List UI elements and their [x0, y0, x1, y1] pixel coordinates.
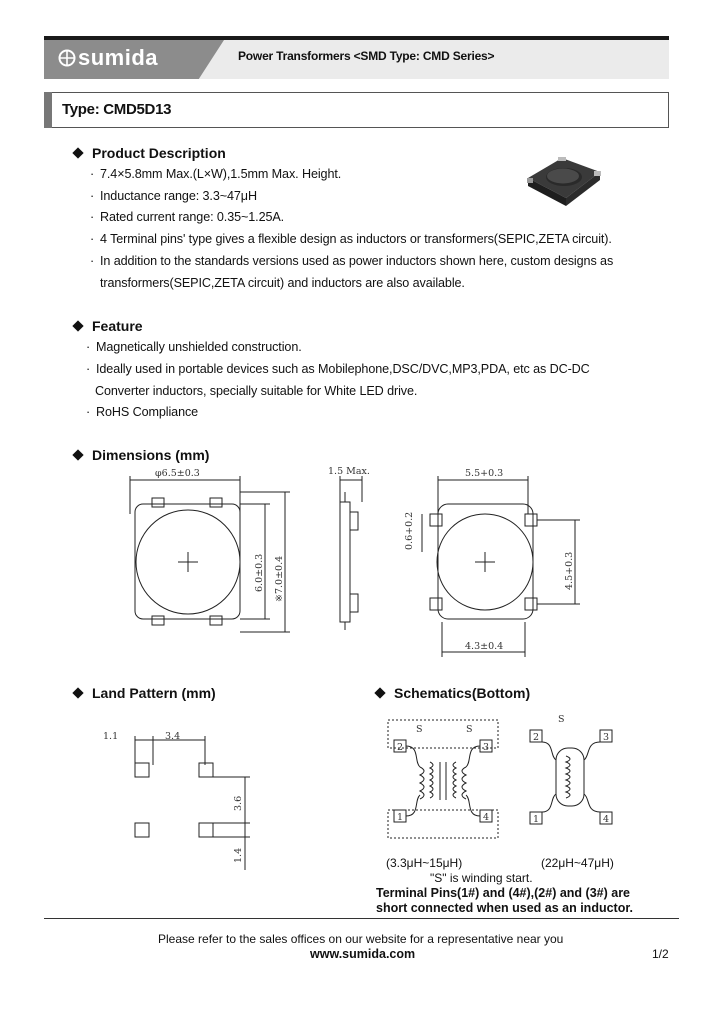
dim-pin-span: 4.5+0.3: [564, 551, 575, 590]
land-dim-b: 3.4: [165, 731, 181, 742]
schematic-caption-right: (22μH~47μH): [541, 856, 614, 870]
schem-s-label: S: [416, 724, 423, 735]
dim-length-b: ※7.0±0.4: [274, 555, 285, 602]
diamond-bullet-icon: [72, 687, 83, 698]
dim-height-max: 1.5 Max.: [328, 466, 370, 477]
desc-item: · In addition to the standards versions used as power inductors shown here, custom designs as: [90, 254, 614, 268]
diamond-bullet-icon: [72, 449, 83, 460]
feature-heading: Feature: [74, 318, 143, 334]
type-box-accent: [44, 92, 52, 128]
dim-pin-offset: 0.6+0.2: [404, 511, 415, 550]
land-dim-c: 3.6: [233, 795, 244, 811]
schem-pin: 2: [397, 742, 404, 753]
type-label: Type: CMD5D13: [62, 101, 172, 118]
land-pattern-drawing: [95, 725, 265, 875]
feature-item: · RoHS Compliance: [86, 405, 199, 419]
terminal-note-line2: short connected when used as an inductor.: [376, 901, 633, 915]
terminal-note-line1: Terminal Pins(1#) and (4#),(2#) and (3#) are: [376, 886, 631, 900]
dimensions-drawing: [100, 462, 700, 672]
land-pattern-heading: Land Pattern (mm): [74, 685, 216, 701]
page-number: 1/2: [652, 947, 669, 961]
schem-pin: 2: [533, 732, 540, 743]
sumida-logo-icon: [58, 49, 76, 67]
footer-divider: [44, 918, 679, 919]
dim-diameter: φ6.5±0.3: [155, 468, 200, 479]
dim-width: 5.5+0.3: [465, 468, 504, 479]
product-photo: [522, 150, 604, 210]
desc-item: · Inductance range: 3.3~47μH: [90, 189, 257, 203]
desc-item: transformers(SEPIC,ZETA circuit) and inductors are also available.: [100, 276, 465, 290]
footer-url[interactable]: www.sumida.com: [310, 947, 416, 961]
product-description-heading: Product Description: [74, 145, 226, 161]
feature-item: · Magnetically unshielded construction.: [86, 340, 302, 354]
header-title: Power Transformers <SMD Type: CMD Series>: [238, 49, 495, 63]
schematic-caption-left: (3.3μH~15μH): [386, 856, 463, 870]
diamond-bullet-icon: [374, 687, 385, 698]
schem-pin: 3: [603, 732, 610, 743]
dim-bottom-width: 4.3±0.4: [465, 641, 504, 652]
dimensions-heading: Dimensions (mm): [74, 447, 209, 463]
land-dim-a: 1.1: [103, 731, 119, 742]
schem-s-label: S: [558, 714, 565, 725]
schem-s-label: S: [466, 724, 473, 735]
schematics-heading: Schematics(Bottom): [376, 685, 530, 701]
winding-start-note: "S" is winding start.: [430, 871, 533, 885]
schem-pin: 1: [533, 814, 540, 825]
schem-pin: 3: [483, 742, 490, 753]
brand-logo: sumida: [78, 45, 159, 70]
schem-pin: 1: [397, 812, 404, 823]
schem-pin: 4: [603, 814, 610, 825]
feature-item: · Ideally used in portable devices such as Mobilephone,DSC/DVC,MP3,PDA, etc as DC-DC: [86, 362, 590, 376]
land-dim-d: 1.4: [233, 847, 244, 863]
footer-text: Please refer to the sales offices on our website for a representative near you: [158, 932, 564, 946]
schem-pin: 4: [483, 812, 490, 823]
feature-item: Converter inductors, specially suitable for White LED drive.: [95, 384, 418, 398]
diamond-bullet-icon: [72, 320, 83, 331]
schematics-drawing: [380, 712, 640, 852]
desc-item: · Rated current range: 0.35~1.25A.: [90, 210, 285, 224]
dim-length-a: 6.0±0.3: [254, 553, 265, 592]
desc-item: · 7.4×5.8mm Max.(L×W),1.5mm Max. Height.: [90, 167, 342, 181]
desc-item: · 4 Terminal pins' type gives a flexible design as inductors or transformers(SEPIC,ZETA circuit).: [90, 232, 612, 246]
diamond-bullet-icon: [72, 147, 83, 158]
